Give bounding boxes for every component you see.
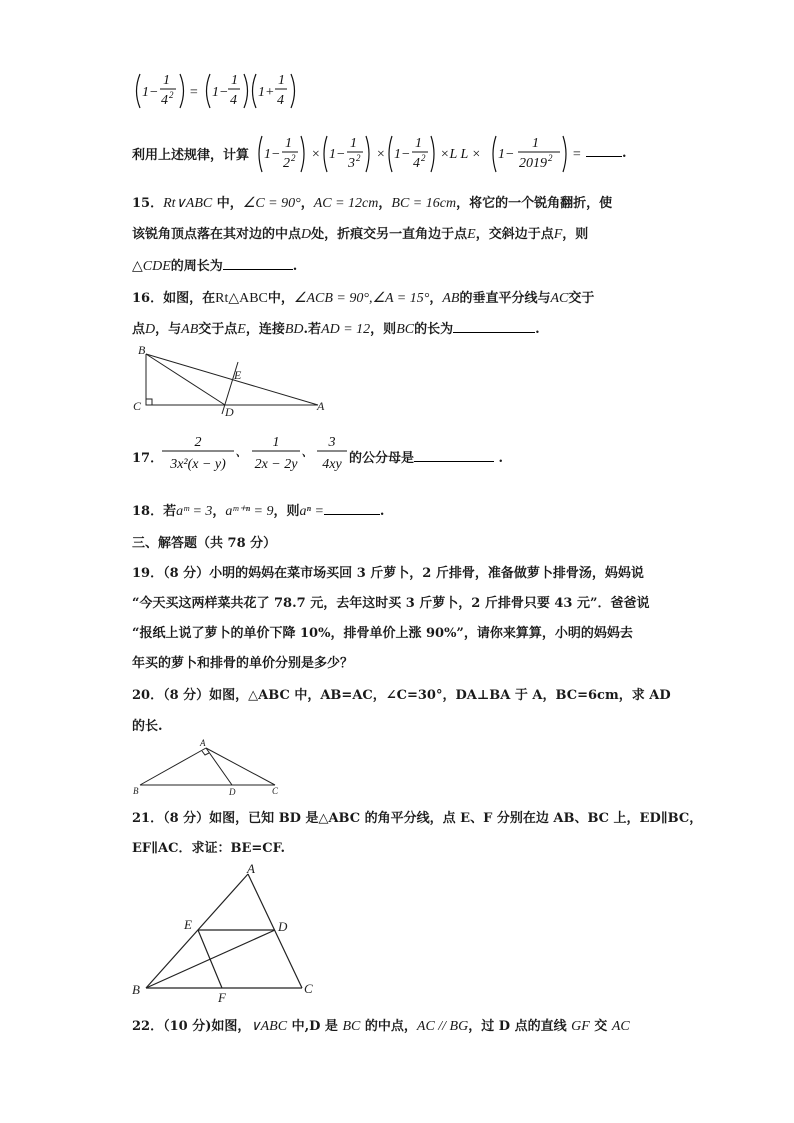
q15-comma: ， <box>378 196 392 211</box>
q15-line-1 <box>132 192 612 212</box>
q18-period: . <box>379 504 385 519</box>
svg-text:1: 1 <box>415 136 422 151</box>
svg-text:1−: 1− <box>142 85 159 100</box>
q17-frac2-num: 1 <box>272 435 280 450</box>
q22-triangle: ∨ABC <box>250 1019 288 1034</box>
q15-point: F <box>553 227 563 242</box>
q17-number <box>132 447 163 466</box>
q16-text: ，连接 <box>245 322 285 337</box>
svg-text:4: 4 <box>161 93 168 108</box>
q22-point: D <box>309 1019 321 1034</box>
svg-text:2: 2 <box>169 90 174 100</box>
q17-period: . <box>498 451 504 466</box>
q16-text: 如图，在 <box>163 291 216 306</box>
q15-ac: AC = 12cm <box>313 196 379 211</box>
q16-text: 的垂直平分线与 <box>459 291 551 306</box>
svg-text:1−: 1− <box>264 147 281 162</box>
q16-text: 交于点 <box>198 322 238 337</box>
q15-angle: ∠C = 90° <box>242 196 301 211</box>
q22-text: 点的直线 <box>510 1019 572 1034</box>
q15-cde: CDE <box>142 259 171 274</box>
q15-period: . <box>292 259 298 274</box>
q14-period: . <box>622 146 627 161</box>
q22-ac: AC <box>611 1019 630 1034</box>
q17-sep: 、 <box>301 445 315 460</box>
q14-continuation <box>132 144 249 163</box>
q22-text: 交 <box>589 1019 612 1034</box>
q16-number: 16． <box>132 291 164 306</box>
q18-number: 18． <box>132 504 164 519</box>
q16-angles: ∠ACB = 90°,∠A = 15° <box>293 291 430 306</box>
q15-point: D <box>301 227 312 242</box>
svg-text:4: 4 <box>277 93 284 108</box>
q16-triangle: Rt△ABC <box>215 291 268 306</box>
q16-line-1 <box>132 287 594 307</box>
q15-point: E <box>467 227 476 242</box>
svg-text:2: 2 <box>548 153 553 163</box>
q18-expr3: aⁿ = <box>299 504 324 519</box>
q16-text: ，与 <box>155 322 182 337</box>
svg-text:2: 2 <box>291 153 296 163</box>
q16-label-b: B <box>138 343 146 357</box>
q14-prefix: 利用上述规律，计算 <box>132 148 250 163</box>
section-3-heading: 三、解答题（共 78 分） <box>132 536 277 551</box>
q18-expr1: aᵐ = 3 <box>176 504 213 519</box>
q17-frac3-den: 4xy <box>322 457 342 472</box>
q16-ac: AC <box>550 291 569 306</box>
q15-text: 的周长为 <box>170 259 223 274</box>
svg-text:2019: 2019 <box>519 156 547 171</box>
q21-line-2: EF∥AC．求证：BE=CF. <box>132 841 286 856</box>
q16-label-e: E <box>234 368 242 382</box>
svg-text:1: 1 <box>350 136 357 151</box>
svg-text:1: 1 <box>163 73 170 88</box>
q18-text: 若 <box>163 504 177 519</box>
q15-answer-blank <box>223 257 293 270</box>
q16-point: D <box>145 322 156 337</box>
q16-period: . <box>535 322 540 337</box>
q17-sep: 、 <box>235 445 249 460</box>
q15-bc: BC = 16cm <box>391 196 457 211</box>
q15-text: 该锐角顶点落在其对边的中点 <box>132 227 302 242</box>
q16-bc: BC <box>396 322 415 337</box>
svg-text:3: 3 <box>348 156 355 171</box>
svg-text:2: 2 <box>356 153 361 163</box>
svg-text:×: × <box>311 147 321 162</box>
q16-text: 中， <box>267 291 294 306</box>
q15-triangle-symbol: △ <box>132 259 143 274</box>
q20-line-2: 的长. <box>132 719 163 734</box>
q21-label-b: B <box>132 982 140 997</box>
svg-text:2: 2 <box>421 153 426 163</box>
q16-label-d: D <box>225 405 234 419</box>
q22-point: D <box>498 1019 511 1034</box>
svg-text:1: 1 <box>285 136 292 151</box>
q22-parallel: AC // BG <box>416 1019 469 1034</box>
q20-label-b: B <box>133 786 139 796</box>
q17-answer-blank <box>414 449 494 462</box>
svg-text:×L L ×: ×L L × <box>440 147 481 162</box>
q15-text: ，将它的一个锐角翻折，使 <box>456 196 613 211</box>
q16-label-a: A <box>317 399 325 413</box>
q16-figure <box>130 342 340 420</box>
q16-ab: AB <box>442 291 460 306</box>
q21-line-1: 21．（8 分）如图，已知 BD 是△ABC 的角平分线，点 E、F 分别在边 AB、BC 上，ED∥BC， <box>132 811 703 826</box>
svg-text:1: 1 <box>231 73 238 88</box>
q22-gf: GF <box>571 1019 590 1034</box>
q18-text: ，则 <box>273 504 300 519</box>
q18-answer-blank <box>324 502 380 515</box>
q17-tail <box>349 447 503 466</box>
q16-ab: AB <box>181 322 199 337</box>
q22-text: 22．（10 分)如图， <box>132 1019 251 1034</box>
q16-text: 的长为 <box>414 322 454 337</box>
q16-ad: AD = 12 <box>321 322 371 337</box>
q19-line-1: 19．（8 分）小明的妈妈在菜市场买回 3 斤萝卜，2 斤排骨，准备做萝卜排骨汤，妈妈说 <box>132 566 644 581</box>
q22-text: 是 <box>320 1019 343 1034</box>
formula-top-text: (1 − 1/4²) = (1 − 1/4)(1 + 1/4) <box>130 66 143 67</box>
q16-label-c: C <box>133 399 142 413</box>
svg-text:1+: 1+ <box>258 85 275 100</box>
q21-label-c: C <box>304 981 313 996</box>
q17-frac1-den: 3x²(x − y) <box>170 457 226 472</box>
q15-line-2 <box>132 223 588 243</box>
svg-text:4: 4 <box>413 156 420 171</box>
q16-answer-blank <box>453 320 535 333</box>
q15-text: ，交斜边于点 <box>475 227 554 242</box>
q20-label-d: D <box>229 787 236 797</box>
svg-text:=: = <box>189 85 199 100</box>
q15-triangle: Rt∨ABC <box>163 196 213 211</box>
q17-frac3-num: 3 <box>328 435 336 450</box>
svg-text:1−: 1− <box>498 147 515 162</box>
q20-figure <box>130 738 290 798</box>
q17-text: 的公分母是 <box>349 451 415 466</box>
q16-bd: BD <box>284 322 304 337</box>
svg-text:×: × <box>376 147 386 162</box>
q21-label-d: D <box>278 919 288 934</box>
svg-text:1−: 1− <box>212 85 229 100</box>
svg-text:1: 1 <box>278 73 285 88</box>
q15-number: 15． <box>132 196 164 211</box>
q17-num: 17． <box>132 451 164 466</box>
q16-text: .若 <box>303 322 322 337</box>
q18-text: ， <box>212 504 226 519</box>
svg-text:=: = <box>572 147 582 162</box>
svg-text:2: 2 <box>283 156 290 171</box>
q22-bc: BC <box>342 1019 361 1034</box>
q14-answer <box>586 144 627 161</box>
formula-top <box>130 66 310 116</box>
q19-line-4: 年买的萝卜和排骨的单价分别是多少？ <box>132 656 354 671</box>
q21-figure <box>128 860 328 1005</box>
q20-label-c: C <box>272 786 279 796</box>
q17-frac1-num: 2 <box>194 435 202 450</box>
q15-line-3 <box>132 255 297 275</box>
q16-text: ， <box>429 291 443 306</box>
q18-expr2: aᵐ⁺ⁿ = 9 <box>225 504 274 519</box>
q17-frac2-den: 2x − 2y <box>254 457 298 472</box>
q16-line-2 <box>132 318 540 338</box>
q15-text: 中， <box>212 196 243 211</box>
svg-text:1−: 1− <box>329 147 346 162</box>
q14-answer-blank <box>586 144 622 157</box>
q22-text: ，过 <box>468 1019 499 1034</box>
q22-text: 的中点， <box>360 1019 417 1034</box>
q21-label-f: F <box>218 990 226 1005</box>
q16-text: 交于 <box>568 291 595 306</box>
q20-line-1: 20．（8 分）如图，△ABC 中，AB=AC，∠C=30°，DA⊥BA 于 A，BC=6cm，求 AD <box>132 688 671 703</box>
q22-text: 中, <box>287 1019 310 1034</box>
svg-text:1−: 1− <box>394 147 411 162</box>
q15-text: 处，折痕交另一直角边于点 <box>311 227 468 242</box>
q19-line-2: “今天买这两样菜共花了 78.7 元，去年这时买 3 斤萝卜，2 斤排骨只要 43 元”．爸爸说 <box>132 596 650 611</box>
q22-line-1 <box>132 1015 630 1035</box>
q19-line-3: “报纸上说了萝卜的单价下降 10%，排骨单价上涨 90%”，请你来算算，小明的妈妈去 <box>132 626 633 641</box>
q16-point: E <box>237 322 246 337</box>
q15-comma: ， <box>300 196 314 211</box>
q21-label-e: E <box>184 917 192 932</box>
q16-text: ，则 <box>370 322 397 337</box>
q16-text: 点 <box>132 322 146 337</box>
q14-expression <box>256 130 586 178</box>
svg-text:1: 1 <box>532 136 539 151</box>
q15-text: ，则 <box>562 227 589 242</box>
q20-label-a: A <box>200 738 206 748</box>
q14-expr-text: (1 − 1/2²) × (1 − 1/3²) × (1 − 1/4²) × L L × (1 − 1/2019²) = <box>256 130 281 131</box>
q21-label-a: A <box>247 861 255 876</box>
svg-text:4: 4 <box>230 93 237 108</box>
q18-line <box>132 500 384 520</box>
